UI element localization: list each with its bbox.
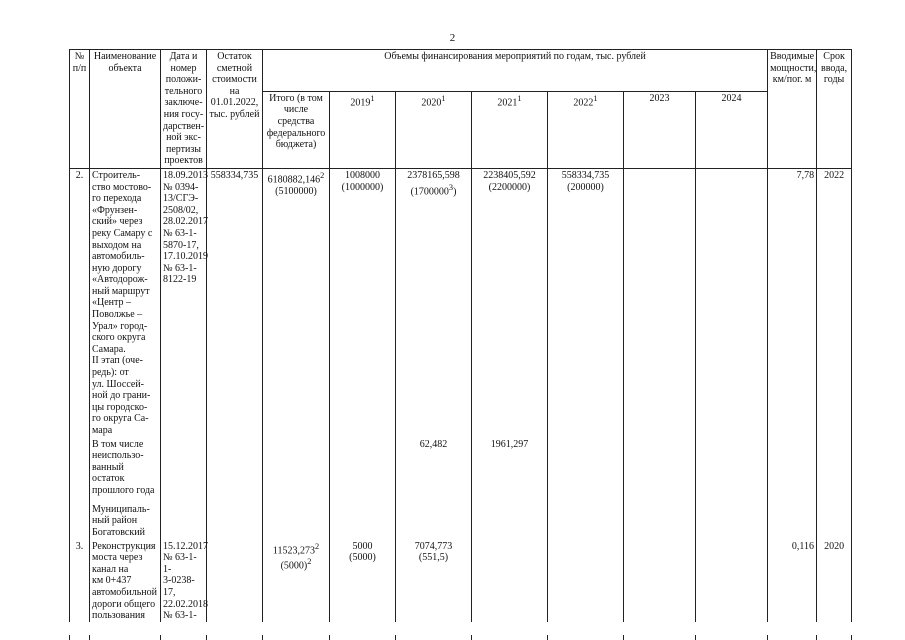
page-bottom-edge xyxy=(0,622,905,635)
header-term: Срок ввода, годы xyxy=(817,50,852,169)
header-2023: 2023 xyxy=(624,91,696,168)
header-num: № п/п xyxy=(70,50,90,169)
financing-table xyxy=(69,49,852,640)
header-name: Наименование объекта xyxy=(90,50,161,169)
header-volumes: Объемы финансирования мероприятий по годам, тыс. рублей xyxy=(263,50,768,92)
expertise-date: 18.09.2013 № 0394- 13/СГЭ- 2508/02, 28.02.2017 № 63-1- 5870-17, 17.10.2019 № 63-1- 8122-19 xyxy=(161,168,207,437)
value-2020: 7074,773 (551,5) xyxy=(396,540,472,640)
value-2021: 1961,297 xyxy=(472,438,548,498)
value-2019: 5000 (5000) xyxy=(330,540,396,640)
term-value: 2022 xyxy=(817,168,852,437)
remainder-value: 558334,735 xyxy=(207,168,263,437)
district-name: Муниципаль- ный район Богатовский xyxy=(90,498,161,540)
page-number: 2 xyxy=(449,32,456,44)
object-name: В том числе неиспользо- ванный остаток прошлого года xyxy=(90,438,161,498)
total-value: 11523,273$^2$ $(5000)^2$ xyxy=(263,540,330,640)
header-2019: 2019$^1$ xyxy=(330,91,396,168)
capacity-value: 7,78 xyxy=(768,168,817,437)
value-2024 xyxy=(696,168,768,437)
total-value: 6180882,146$^2$ (5100000) xyxy=(263,168,330,437)
header-total: Итого (в том числе средства федерального бюджета) xyxy=(263,91,330,168)
expertise-date: 15.12.2017 № 63-1-1- 3-0238- 17, 22.02.2018 № 63-1- xyxy=(161,540,207,640)
capacity-value: 0,116 xyxy=(768,540,817,640)
row-num: 3. xyxy=(70,540,90,640)
value-2019: 1008000 (1000000) xyxy=(330,168,396,437)
header-capacity: Вводимые мощности, км/пог. м xyxy=(768,50,817,169)
header-2020: 2020$^1$ xyxy=(396,91,472,168)
row-num: 2. xyxy=(70,168,90,437)
term-value: 2020 xyxy=(817,540,852,640)
value-2023 xyxy=(624,168,696,437)
header-2024: 2024 xyxy=(696,91,768,168)
header-2022: 2022$^1$ xyxy=(548,91,624,168)
table-row xyxy=(70,438,852,498)
value-2022: 558334,735 (200000) xyxy=(548,168,624,437)
header-date: Дата и номер положи- тельного заключе- ния госу- дарствен- ной экс- пертизы проектов xyxy=(161,50,207,169)
object-name: Реконструкция моста через канал на км 0+437 автомобильной дороги общего пользования xyxy=(90,540,161,640)
value-2021: 2238405,592 (2200000) xyxy=(472,168,548,437)
table-row xyxy=(70,168,852,437)
value-2020: 2378165,598 (1700000$^3$) xyxy=(396,168,472,437)
value-2020: 62,482 xyxy=(396,438,472,498)
table-row xyxy=(70,498,852,540)
header-remainder: Остаток сметной стоимости на 01.01.2022, тыс. рублей xyxy=(207,50,263,169)
object-name: Строитель- ство мостово- го перехода «Фрунзен- ский» через реку Самару с выходом на автомобиль- ную дорогу «Автодорож- ный маршрут «Центр – Поволжье – Урал» город- ского округа Самара. II этап (оче- редь): от ул. Шоссей- ной до грани- цы городско- го округа Са- мара xyxy=(90,168,161,437)
header-2021: 2021$^1$ xyxy=(472,91,548,168)
